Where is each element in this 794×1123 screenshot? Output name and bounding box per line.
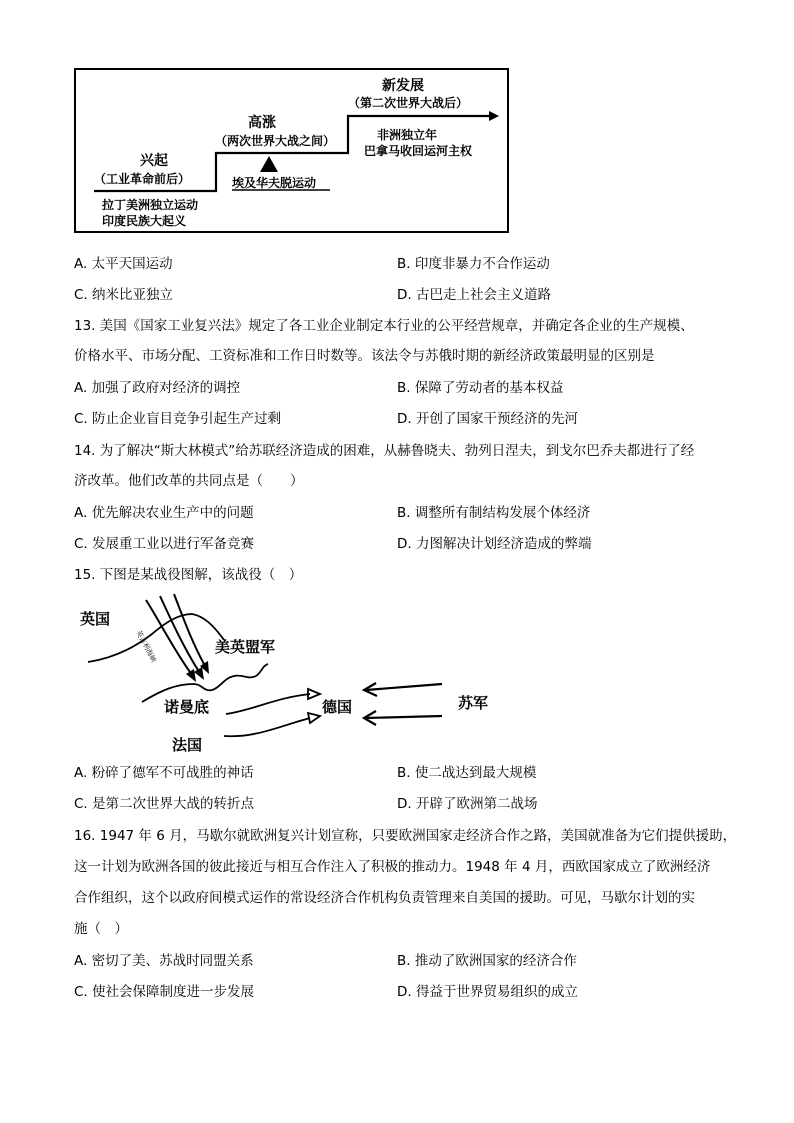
label-france: 法国 (172, 736, 203, 754)
label-soviet-army: 苏军 (458, 694, 489, 712)
q15-option-d[interactable]: D. 开辟了欧洲第二战场 (397, 796, 538, 812)
q14-option-d[interactable]: D. 力图解决计划经济造成的弊端 (397, 536, 592, 552)
q16-stem-line2: 这一计划为欧洲各国的彼此接近与相互合作注入了积极的推动力。1948 年 4 月，西欧国家成立了欧洲经济 (74, 859, 711, 875)
allied-arrowhead-1 (186, 669, 196, 682)
stage3-title: 新发展 (382, 78, 424, 94)
normandy-battle-map (74, 592, 534, 758)
q12-option-a[interactable]: A. 太平天国运动 (74, 256, 173, 272)
q14-option-b[interactable]: B. 调整所有制结构发展个体经济 (397, 505, 591, 521)
q15-option-b[interactable]: B. 使二战达到最大规模 (397, 765, 537, 781)
q16-stem-line3: 合作组织，这个以政府间模式运作的常设经济合作机构负责管理来自美国的援助。可见，马歇尔计划的实 (74, 890, 695, 906)
q14-stem-line2: 济改革。他们改革的共同点是（ ） (74, 473, 304, 489)
q16-stem-line4: 施（ ） (74, 921, 128, 937)
advance-arrow-upper (226, 694, 310, 714)
soviet-arrow-lower (366, 716, 442, 718)
stage2-title: 高涨 (248, 115, 276, 131)
q13-option-a[interactable]: A. 加强了政府对经济的调控 (74, 380, 241, 396)
stage1-title: 兴起 (140, 153, 168, 169)
q16-stem-line1: 16. 1947 年 6 月，马歇尔就欧洲复兴计划宣称，只要欧洲国家走经济合作之路，美国就准备为它们提供援助， (74, 828, 737, 844)
label-normandy: 诺曼底 (164, 698, 210, 716)
stage1-event1: 拉丁美洲独立运动 (102, 198, 199, 212)
label-britain: 英国 (80, 610, 111, 628)
q15-option-a[interactable]: A. 粉碎了德军不可战胜的神话 (74, 765, 254, 781)
label-english-channel: 英吉利海峡 (134, 629, 158, 664)
label-allied-forces: 美英盟军 (215, 638, 276, 656)
q13-stem-line2: 价格水平、市场分配、工资标准和工作日时数等。该法令与苏俄时期的新经济政策最明显的区别是 (74, 348, 655, 364)
stage3-sub: （第二次世界大战后） (348, 96, 469, 110)
q13-option-b[interactable]: B. 保障了劳动者的基本权益 (397, 380, 564, 396)
stage2-event: 埃及华夫脱运动 (232, 176, 317, 190)
q14-option-c[interactable]: C. 发展重工业以进行军备竞赛 (74, 536, 255, 552)
q15-stem-line1: 15. 下图是某战役图解，该战役（ ） (74, 567, 303, 583)
stage2-sub: （两次世界大战之间） (215, 134, 336, 148)
q12-option-c[interactable]: C. 纳米比亚独立 (74, 287, 174, 303)
q13-option-d[interactable]: D. 开创了国家干预经济的先河 (397, 411, 578, 427)
stage1-event2: 印度民族大起义 (102, 214, 187, 228)
stage1-sub: （工业革命前后） (94, 172, 191, 186)
liberation-movement-diagram (74, 68, 510, 234)
q14-option-a[interactable]: A. 优先解决农业生产中的问题 (74, 505, 254, 521)
q13-stem-line1: 13. 美国《国家工业复兴法》规定了各工业企业制定本行业的公平经营规章，并确定各企业的生产规模、 (74, 318, 694, 334)
q12-option-d[interactable]: D. 古巴走上社会主义道路 (397, 287, 551, 303)
q13-option-c[interactable]: C. 防止企业盲目竞争引起生产过剩 (74, 411, 282, 427)
q16-option-c[interactable]: C. 使社会保障制度进一步发展 (74, 984, 255, 1000)
advance-arrow-lower (224, 718, 310, 736)
stage3-event2: 巴拿马收回运河主权 (364, 144, 473, 158)
q14-stem-line1: 14. 为了解决“斯大林模式”给苏联经济造成的困难，从赫鲁晓夫、勃列日涅夫，到戈尔巴乔夫都进行了经 (74, 443, 695, 459)
stage3-event1: 非洲独立年 (377, 128, 438, 142)
q16-option-a[interactable]: A. 密切了美、苏战时同盟关系 (74, 953, 254, 969)
allied-arrowhead-2 (194, 667, 204, 680)
q15-option-c[interactable]: C. 是第二次世界大战的转折点 (74, 796, 255, 812)
label-germany: 德国 (322, 698, 353, 716)
q16-option-b[interactable]: B. 推动了欧洲国家的经济合作 (397, 953, 577, 969)
soviet-arrow-upper (366, 684, 442, 690)
q12-option-b[interactable]: B. 印度非暴力不合作运动 (397, 256, 550, 272)
advance-arrowhead-lower (308, 713, 320, 723)
q16-option-d[interactable]: D. 得益于世界贸易组织的成立 (397, 984, 578, 1000)
